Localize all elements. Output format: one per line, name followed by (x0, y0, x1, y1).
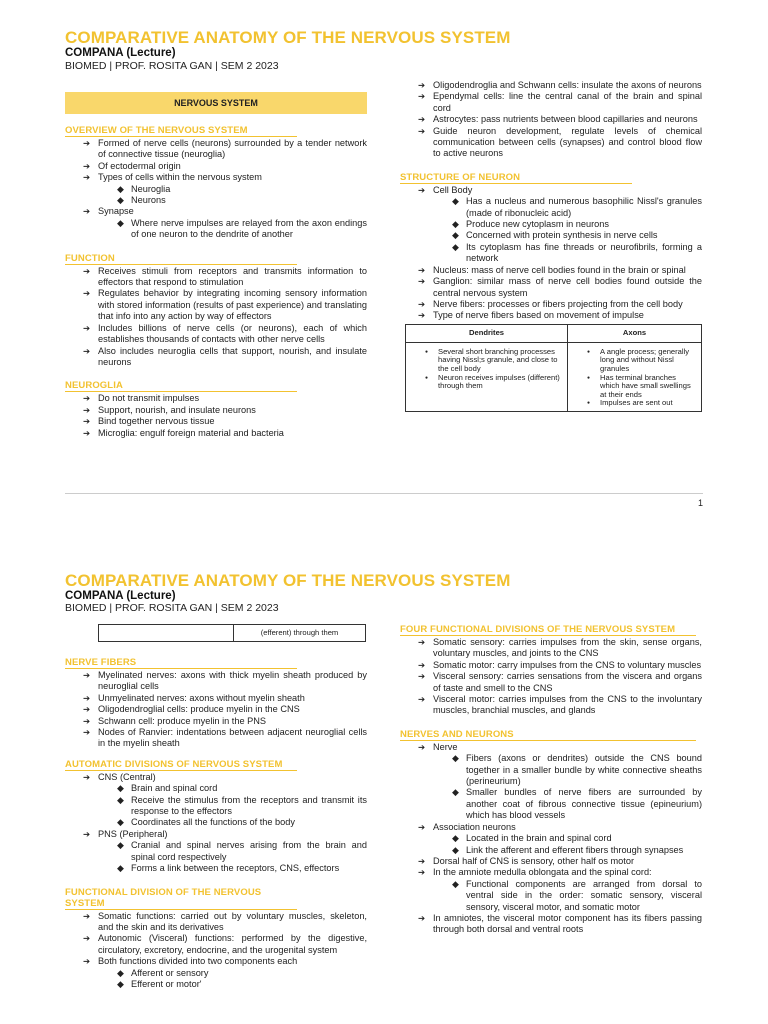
page-title: COMPARATIVE ANATOMY OF THE NERVOUS SYSTEM (65, 571, 511, 590)
list-item: ➔ Do not transmit impulses (65, 393, 367, 404)
list-item: ◆ Smaller bundles of nerve fibers are surrounded by another coat of fibrous connective tissue (epineurium) which has blood vessels (400, 787, 702, 821)
list-item: ➔ CNS (Central) (65, 772, 367, 783)
table-header-dendrites: Dendrites (406, 324, 568, 342)
nerve-fibers-list (65, 670, 367, 750)
list-item: ➔ Regulates behavior by integrating incoming sensory information with stored information (results of past experience) and translating that info into any action by way of effectors (65, 288, 367, 322)
course-subtitle: COMPANA (Lecture) (65, 47, 176, 59)
heading-neuroglia: NEUROGLIA (65, 380, 297, 392)
left-column (65, 88, 367, 439)
list-item: ➔ Oligodendroglia and Schwann cells: insulate the axons of neurons (400, 80, 702, 91)
list-item: ➔ Bind together nervous tissue (65, 416, 367, 427)
list-item: ➔ Receives stimuli from receptors and transmits information to effectors that respond to stimulation (65, 266, 367, 289)
list-item: ● Several short branching processes having Nissl;s granule, and close to the cell body (410, 348, 563, 374)
right-column (400, 624, 702, 936)
list-item: ◆ Efferent or motor' (65, 979, 367, 990)
list-item: ◆ Link the afferent and efferent fibers through synapses (400, 845, 702, 856)
list-item: ➔ Autonomic (Visceral) functions: performed by the digestive, circulatory, excretory, endocrine, and the urogenital system (65, 933, 367, 956)
structure-list (400, 185, 702, 322)
list-item: ➔ Ganglion: similar mass of nerve cell bodies found outside the central nervous system (400, 276, 702, 299)
list-item: ➔ Association neurons (400, 822, 702, 833)
table-cell-empty (99, 625, 234, 642)
list-item: ◆ Coordinates all the functions of the body (65, 817, 367, 828)
list-item: ➔ Microglia: engulf foreign material and bacteria (65, 428, 367, 439)
list-item: ● A angle process; generally long and without Nissl granules (572, 348, 697, 374)
list-item: ➔ Of ectodermal origin (65, 161, 367, 172)
list-item: ➔ In amniotes, the visceral motor component has its fibers passing through both dorsal and ventral roots (400, 913, 702, 936)
list-item: ➔ Formed of nerve cells (neurons) surrounded by a tender network of connective tissue (neuroglia) (65, 138, 367, 161)
list-item: ◆ Its cytoplasm has fine threads or neurofibrils, forming a network (400, 242, 702, 265)
list-item: ◆ Where nerve impulses are relayed from the axon endings of one neuron to the dendrite of another (65, 218, 367, 241)
list-item: ◆ Functional components are arranged from dorsal to ventral side in the order: somatic sensory, visceral sensory, visceral motor, and somatic motor (400, 879, 702, 913)
list-item: ● Has terminal branches which have small swellings at their ends (572, 374, 697, 400)
list-item: ➔ Astrocytes: pass nutrients between blood capillaries and neurons (400, 114, 702, 125)
list-item: ➔ Ependymal cells: line the central canal of the brain and spinal cord (400, 91, 702, 114)
list-item: ➔ Guide neuron development, regulate levels of chemical communication between cells (synapses) and control blood flow to active neurons (400, 126, 702, 160)
list-item: ◆ Has a nucleus and numerous basophilic Nissl's granules (made of ribonucleic acid) (400, 196, 702, 219)
neuroglia-cells-list (400, 80, 702, 160)
page-divider (65, 493, 703, 494)
four-divisions-list (400, 637, 702, 717)
list-item: ◆ Neurons (65, 195, 367, 206)
list-item: ➔ Somatic functions: carried out by voluntary muscles, skeleton, and the skin and its derivatives (65, 911, 367, 934)
list-item: ➔ Visceral motor: carries impulses from the CNS to the involuntary muscles, branchial muscles, and glands (400, 694, 702, 717)
list-item: ➔ PNS (Peripheral) (65, 829, 367, 840)
heading-function: FUNCTION (65, 253, 297, 265)
table-header-axons: Axons (568, 324, 702, 342)
list-item: ● Neuron receives impulses (different) through them (410, 374, 563, 391)
list-item: ◆ Neuroglia (65, 184, 367, 195)
nerve-fiber-table (405, 324, 702, 412)
list-item: ◆ Receive the stimulus from the receptors and transmit its response to the effectors (65, 795, 367, 818)
axons-cell (568, 342, 702, 411)
list-item: ➔ Oligodendroglial cells: produce myelin in the CNS (65, 704, 367, 715)
table-cell: (efferent) through them (234, 625, 366, 642)
course-meta: BIOMED | PROF. ROSITA GAN | SEM 2 2023 (65, 60, 279, 72)
heading-overview: OVERVIEW OF THE NERVOUS SYSTEM (65, 125, 297, 137)
list-item: ➔ Both functions divided into two components each (65, 956, 367, 967)
course-subtitle: COMPANA (Lecture) (65, 590, 176, 602)
list-item: ◆ Cranial and spinal nerves arising from the brain and spinal cord respectively (65, 840, 367, 863)
list-item: ➔ Schwann cell: produce myelin in the PNS (65, 716, 367, 727)
list-item: ➔ Nodes of Ranvier: indentations between adjacent neuroglial cells in the myelin sheath (65, 727, 367, 750)
functional-division-list (65, 911, 367, 991)
heading-four-functional-divisions: FOUR FUNCTIONAL DIVISIONS OF THE NERVOUS SYSTEM (400, 624, 696, 636)
list-item: ➔ Support, nourish, and insulate neurons (65, 405, 367, 416)
heading-nerve-fibers: NERVE FIBERS (65, 657, 297, 669)
page-title: COMPARATIVE ANATOMY OF THE NERVOUS SYSTEM (65, 28, 511, 47)
list-item: ◆ Located in the brain and spinal cord (400, 833, 702, 844)
list-item: ➔ Also includes neuroglia cells that support, nourish, and insulate neurons (65, 346, 367, 369)
nerves-neurons-list (400, 742, 702, 936)
neuroglia-list (65, 393, 367, 439)
heading-automatic-divisions: AUTOMATIC DIVISIONS OF NERVOUS SYSTEM (65, 759, 297, 771)
course-meta: BIOMED | PROF. ROSITA GAN | SEM 2 2023 (65, 602, 279, 614)
list-item: ➔ Includes billions of nerve cells (or neurons), each of which establishes thousands of contacts with other nerve cells (65, 323, 367, 346)
list-item: ➔ Type of nerve fibers based on movement of impulse (400, 310, 702, 321)
list-item: ◆ Produce new cytoplasm in neurons (400, 219, 702, 230)
overview-list (65, 138, 367, 241)
list-item: ➔ Nerve fibers: processes or fibers projecting from the cell body (400, 299, 702, 310)
list-item: ➔ Types of cells within the nervous system (65, 172, 367, 183)
heading-functional-division: FUNCTIONAL DIVISION OF THE NERVOUS SYSTEM (65, 887, 297, 910)
list-item: ➔ Unmyelinated nerves: axons without myelin sheath (65, 693, 367, 704)
list-item: ◆ Concerned with protein synthesis in nerve cells (400, 230, 702, 241)
table-continuation (98, 624, 366, 642)
list-item: ➔ Synapse (65, 206, 367, 217)
right-column (400, 80, 702, 412)
list-item: ● Impulses are sent out (572, 399, 697, 408)
list-item: ➔ Dorsal half of CNS is sensory, other half os motor (400, 856, 702, 867)
automatic-divisions-list (65, 772, 367, 875)
heading-nerves-and-neurons: NERVES AND NEURONS (400, 729, 696, 741)
list-item: ◆ Forms a link between the receptors, CNS, effectors (65, 863, 367, 874)
function-list (65, 266, 367, 369)
list-item: ➔ Cell Body (400, 185, 702, 196)
list-item: ➔ Somatic sensory: carries impulses from the skin, sense organs, voluntary muscles, and joints to the CNS (400, 637, 702, 660)
list-item: ➔ Nerve (400, 742, 702, 753)
list-item: ➔ Somatic motor: carry impulses from the CNS to voluntary muscles (400, 660, 702, 671)
list-item: ➔ Visceral sensory: carries sensations from the viscera and organs of taste and smell to the CNS (400, 671, 702, 694)
list-item: ◆ Afferent or sensory (65, 968, 367, 979)
left-column (65, 624, 367, 990)
section-banner: NERVOUS SYSTEM (65, 92, 367, 114)
list-item: ◆ Brain and spinal cord (65, 783, 367, 794)
heading-structure-of-neuron: STRUCTURE OF NEURON (400, 172, 632, 184)
dendrites-cell (406, 342, 568, 411)
page-number: 1 (697, 498, 703, 508)
page-2 (0, 545, 768, 1024)
list-item: ➔ Nucleus: mass of nerve cell bodies found in the brain or spinal (400, 265, 702, 276)
list-item: ➔ Myelinated nerves: axons with thick myelin sheath produced by neuroglial cells (65, 670, 367, 693)
list-item: ◆ Fibers (axons or dendrites) outside the CNS bound together in a smaller bundle by white connective sheaths (perineurium) (400, 753, 702, 787)
list-item: ➔ In the amniote medulla oblongata and the spinal cord: (400, 867, 702, 878)
